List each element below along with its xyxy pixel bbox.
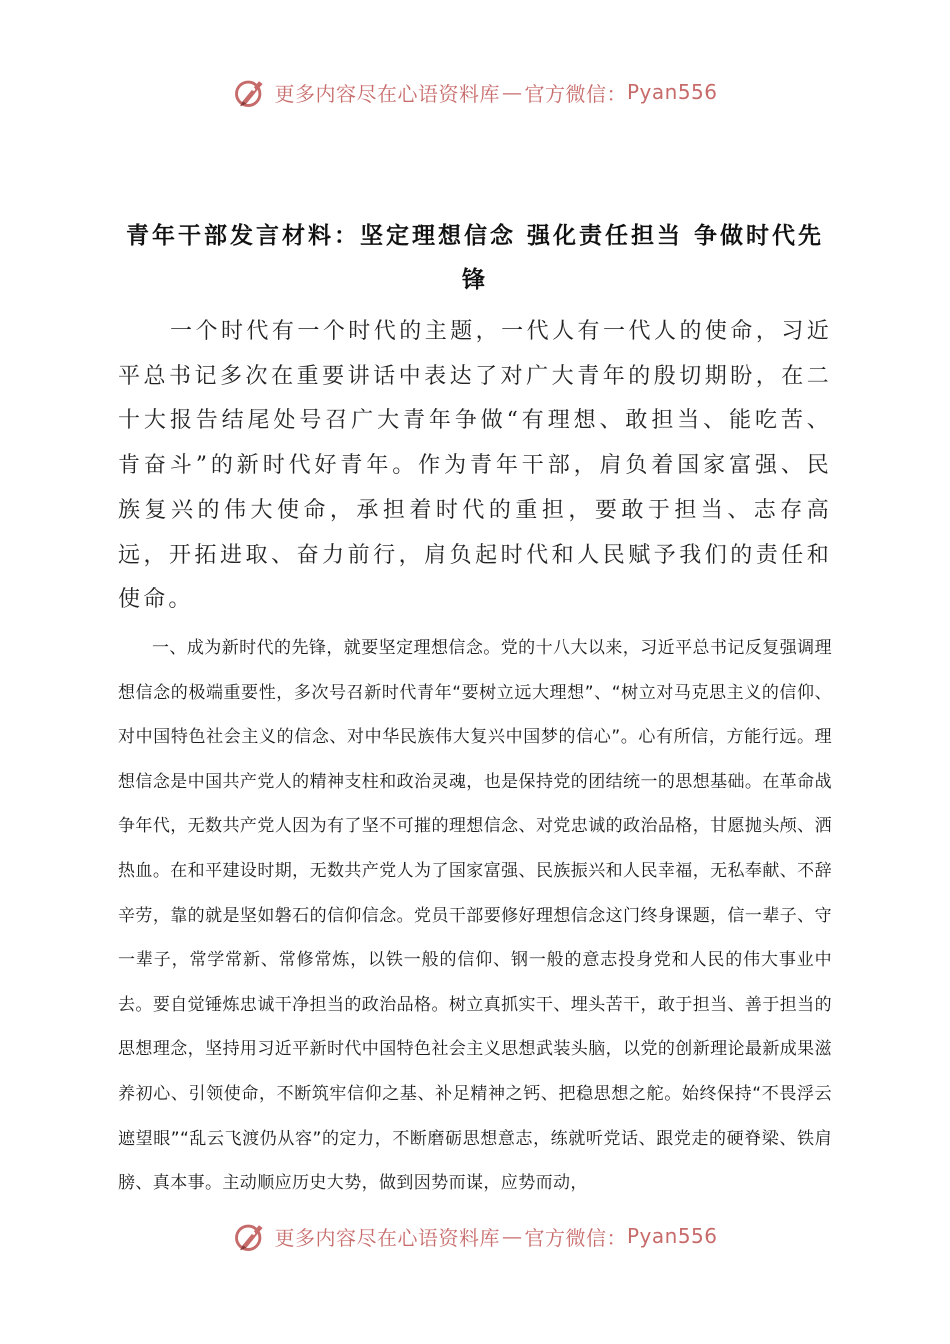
intro-paragraph: 一个时代有一个时代的主题，一代人有一代人的使命，习近平总书记多次在重要讲话中表达了对广大青年的殷切期盼，在二十大报告结尾处号召广大青年争做“有理想、敢担当、能吃苦、肯奋斗”的新时代好青年。作为青年干部，肩负着国家富强、民族复兴的伟大使命，承担着时代的重担，要敢于担当、志存高远，开拓进取、奋力前行，肩负起时代和人民赋予我们的责任和使命。: [118, 319, 832, 613]
watermark-wechat-label: 官方微信：: [524, 81, 627, 106]
section-one-paragraph: 一、成为新时代的先锋，就要坚定理想信念。党的十八大以来，习近平总书记反复强调理想信念的极端重要性，多次号召新时代青年“要树立远大理想”、“树立对马克思主义的信仰、对中国特色社会主义的信念、对中华民族伟大复兴中国梦的信心”。心有所信，方能行远。理想信念是中国共产党人的精神支柱和政治灵魂，也是保持党的团结统一的思想基础。在革命战争年代，无数共产党人因为有了坚不可摧的理想信念、对党忠诚的政治品格，甘愿抛头颅、洒热血。在和平建设时期，无数共产党人为了国家富强、民族振兴和人民幸福，无私奉献、不辞辛劳，靠的就是坚如磐石的信仰信念。党员干部要修好理想信念这门终身课题，信一辈子、守一辈子，常学常新、常修常炼，以铁一般的信仰、钢一般的意志投身党和人民的伟大事业中去。要自觉锤炼忠诚干净担当的政治品格。树立真抓实干、埋头苦干，敢于担当、善于担当的思想理念，坚持用习近平新时代中国特色社会主义思想武装头脑，以党的创新理论最新成果滋养初心、引领使命，不断筑牢信仰之基、补足精神之钙、把稳思想之舵。始终保持“不畏浮云遮望眼”“乱云飞渡仍从容”的定力，不断磨砺思想意志，练就听党话、跟党走的硬脊梁、铁肩膀、真本事。主动顺应历史大势，做到因势而谋，应势而动，: [118, 638, 832, 1194]
pen-logo-icon: [232, 1218, 268, 1254]
pen-logo-icon: [232, 74, 268, 110]
watermark-text: 更多内容尽在心语资料库: [274, 1225, 500, 1250]
document-title: 青年干部发言材料：坚定理想信念 强化责任担当 争做时代先锋: [125, 223, 824, 293]
header-watermark: [0, 70, 950, 114]
watermark-handle: Pyan556: [626, 1224, 718, 1248]
watermark-text: 更多内容尽在心语资料库: [274, 81, 500, 106]
watermark-wechat-label: 官方微信：: [524, 1225, 627, 1250]
watermark-handle: Pyan556: [626, 80, 718, 104]
footer-watermark: [0, 1214, 950, 1258]
watermark-separator: —: [501, 80, 523, 104]
watermark-separator: —: [501, 1224, 523, 1248]
